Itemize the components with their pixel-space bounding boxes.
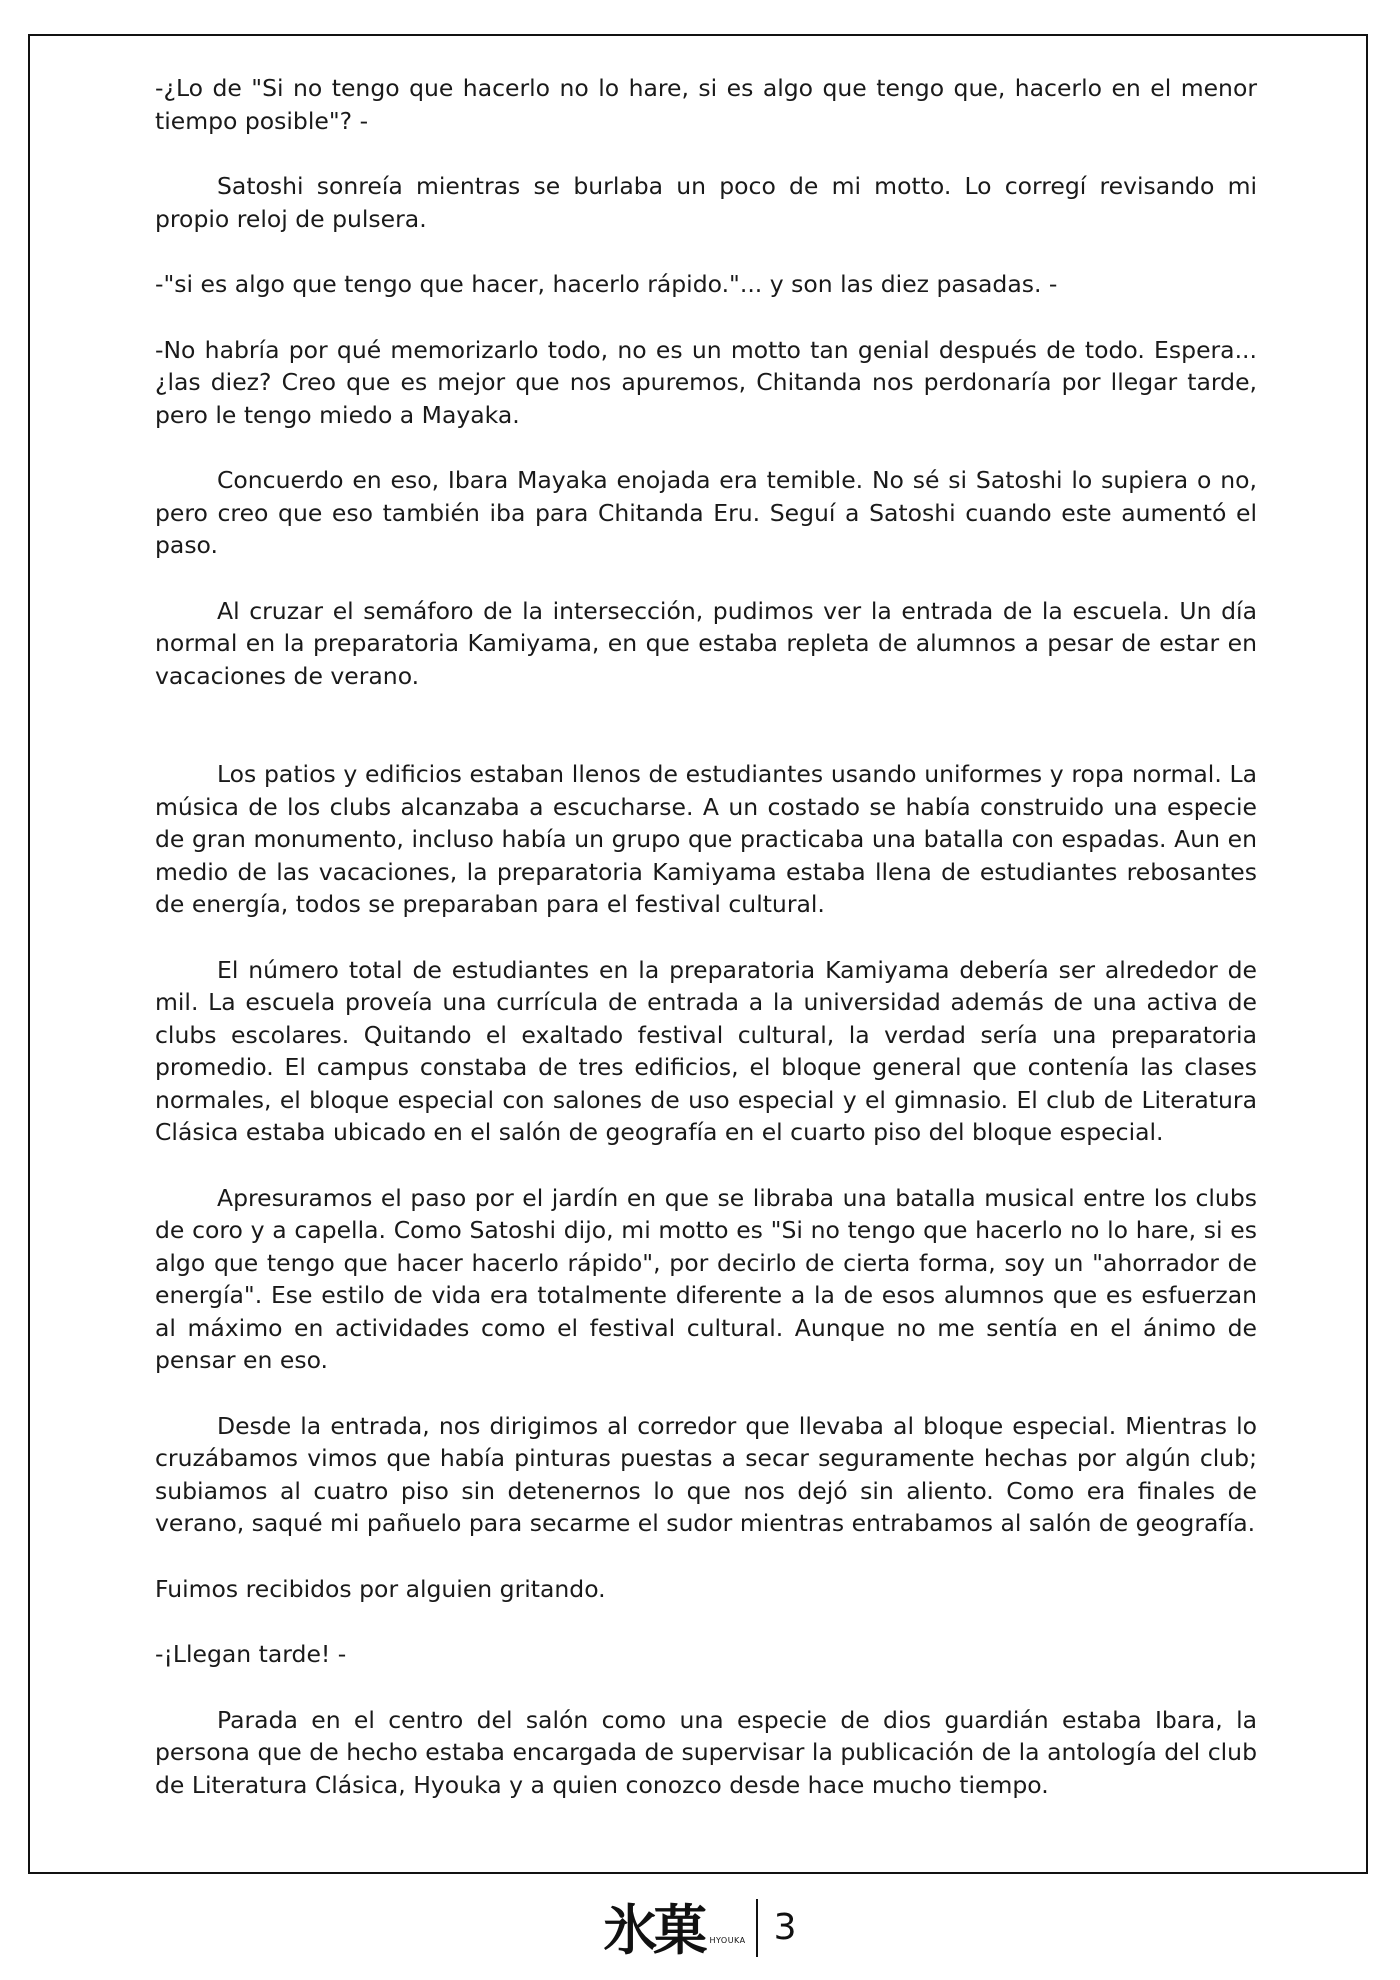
paragraph: Concuerdo en eso, Ibara Mayaka enojada era temible. No sé si Satoshi lo supiera o no, pero creo que eso también iba para Chitanda Eru. Seguí a Satoshi cuando este aumentó el paso.: [155, 466, 1257, 559]
page-frame: [28, 34, 1368, 1874]
paragraph: Al cruzar el semáforo de la intersección, pudimos ver la entrada de la escuela. Un día normal en la preparatoria Kamiyama, en que estaba repleta de alumnos a pesar de estar en vacaciones de verano.: [155, 596, 1257, 690]
paragraph: -No habría por qué memorizarlo todo, no es un motto tan genial después de todo. Espera... ¿las diez? Creo que es mejor que nos apuremos, Chitanda nos perdonaría por llegar tarde, pero le tengo miedo a Mayaka.: [155, 335, 1257, 429]
paragraph: Apresuramos el paso por el jardín en que se libraba una batalla musical entre los clubs de coro y a capella. Como Satoshi dijo, mi motto es "Si no tengo que hacerlo no lo hare, si es algo que tengo que hacer hacerlo rápido", por decirlo de cierta forma, soy un "ahorrador de energía". Ese estilo de vida era totalmente diferente a la de esos alumnos que es esfuerzan al máximo en actividades como el festival cultural. Aunque no me sentía en el ánimo de pensar en eso.: [155, 1183, 1257, 1374]
logo-romaji: HYOUKA: [709, 1936, 746, 1945]
text-body: [155, 72, 1257, 1834]
paragraph: Parada en el centro del salón como una especie de dios guardián estaba Ibara, la persona que de hecho estaba encargada de supervisar la publicación de la antología del club de Literatura Clásica, Hyouka y a quien conozco desde hace mucho tiempo.: [155, 1705, 1257, 1799]
paragraph: Los patios y edificios estaban llenos de estudiantes usando uniformes y ropa normal. La música de los clubs alcanzaba a escucharse. A un costado se había construido una especie de gran monumento, incluso había un grupo que practicaba una batalla con espadas. Aun en medio de las vacaciones, la preparatoria Kamiyama estaba llena de estudiantes rebosantes de energía, todos se preparaban para el festival cultural.: [155, 760, 1257, 918]
paragraph: -"si es algo que tengo que hacer, hacerlo rápido."... y son las diez pasadas. -: [155, 270, 1058, 298]
footer-divider: [756, 1899, 758, 1957]
paragraph: -¿Lo de "Si no tengo que hacerlo no lo hare, si es algo que tengo que, hacerlo en el menor tiempo posible"? -: [155, 74, 1257, 135]
paragraph: Desde la entrada, nos dirigimos al corredor que llevaba al bloque especial. Mientras lo cruzábamos vimos que había pinturas puestas a secar seguramente hechas por algún club; subiamos al cuatro piso sin detenernos lo que nos dejó sin aliento. Como era finales de verano, saqué mi pañuelo para secarme el sudor mientras entrabamos al salón de geografía.: [155, 1411, 1257, 1537]
paragraph: El número total de estudiantes en la preparatoria Kamiyama debería ser alrededor de mil. La escuela proveía una currícula de entrada a la universidad además de una activa de clubs escolares. Quitando el exaltado festival cultural, la verdad sería una preparatoria promedio. El campus constaba de tres edificios, el bloque general que contenía las clases normales, el bloque especial con salones de uso especial y el gimnasio. El club de Literatura Clásica estaba ubicado en el salón de geografía en el cuarto piso del bloque especial.: [155, 955, 1257, 1146]
logo-kanji: 氷菓: [603, 1898, 704, 1962]
page-footer: [0, 1893, 1400, 1963]
paragraph: Satoshi sonreía mientras se burlaba un poco de mi motto. Lo corregí revisando mi propio reloj de pulsera.: [155, 172, 1257, 233]
paragraph: Fuimos recibidos por alguien gritando.: [155, 1574, 606, 1603]
page-number: 3: [773, 1907, 797, 1948]
hyouka-logo: [603, 1897, 746, 1962]
paragraph: -¡Llegan tarde! -: [155, 1640, 347, 1668]
